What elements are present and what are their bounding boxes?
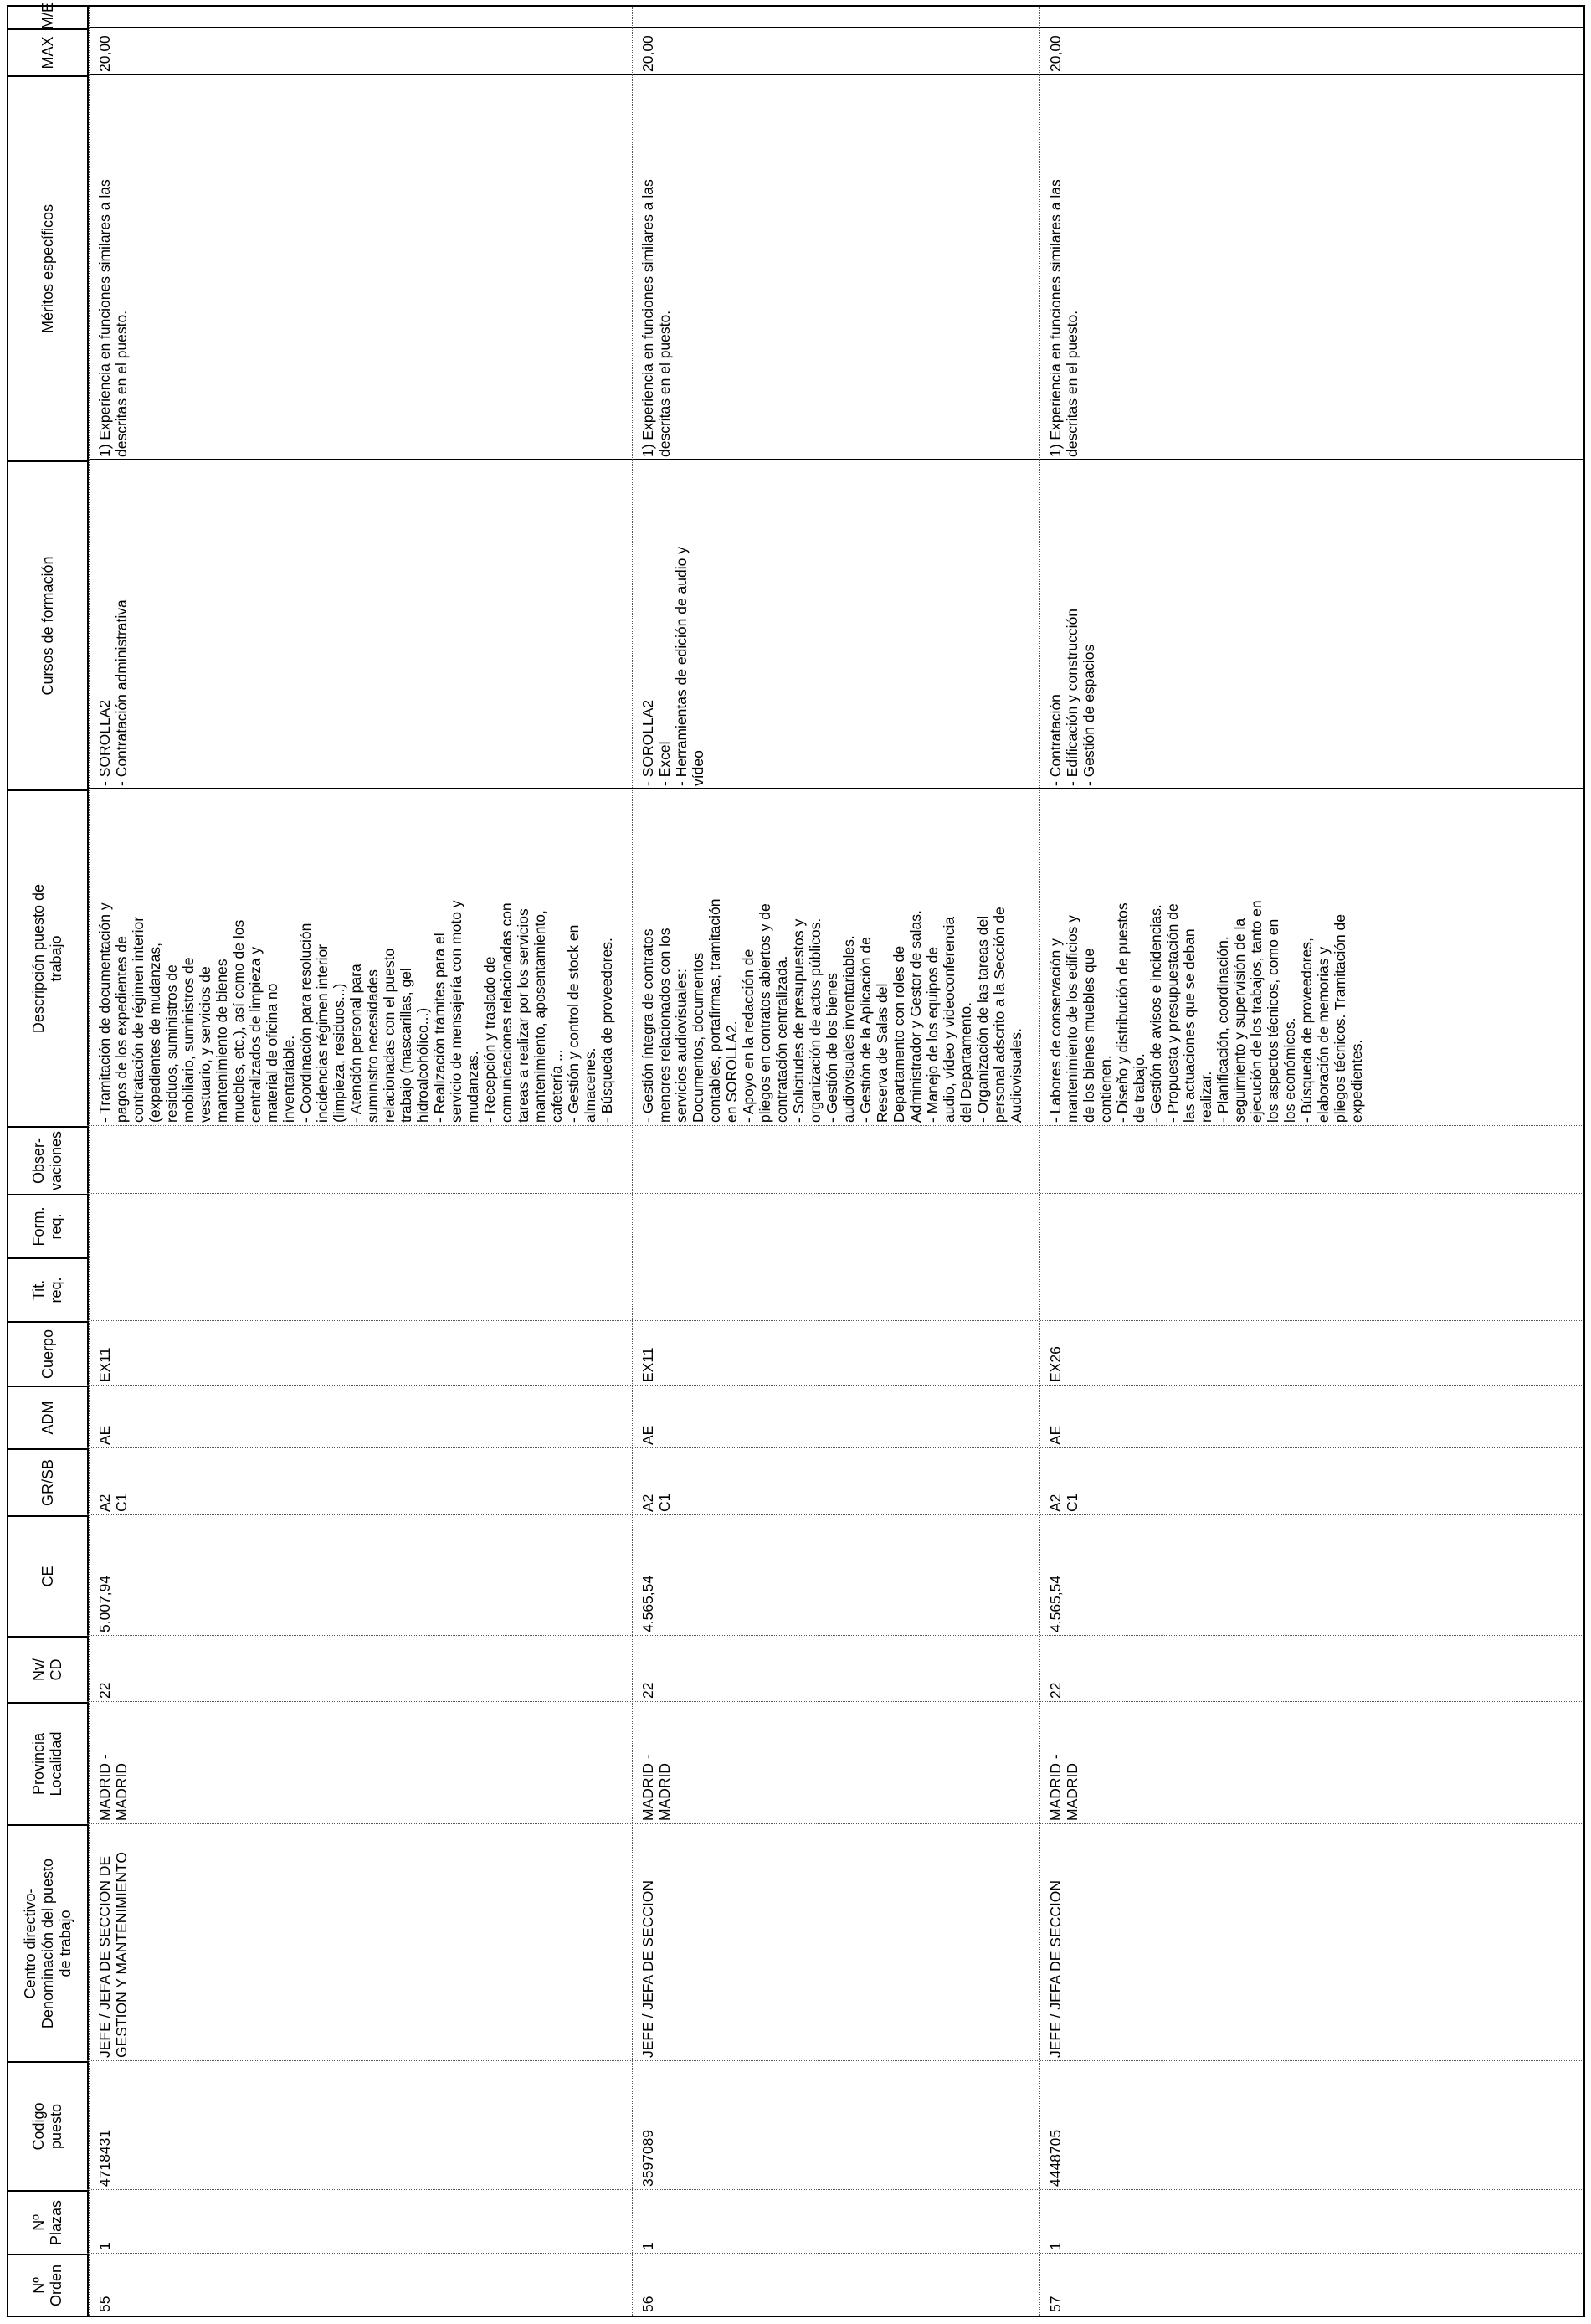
header-adm: ADM	[8, 1386, 87, 1448]
text-line: mantenimiento, aposentamiento,	[531, 910, 548, 1123]
text-line: los económicos.	[1281, 1017, 1298, 1123]
provincia-line: MADRID -	[96, 1754, 113, 1821]
cell-centro	[639, 1824, 656, 2061]
text-line: 1) Experiencia en funciones similares a las	[96, 179, 113, 457]
grupo-line: C1	[656, 1493, 673, 1512]
text-line: trabajo (mascarillas, gel	[398, 968, 414, 1123]
text-line: cafetería ...	[548, 1049, 565, 1123]
text-line: centralizados de limpieza y	[247, 946, 264, 1123]
text-line: - Labores de conservación y	[1047, 938, 1064, 1123]
text-line: audio, vídeo y videoconferencia	[941, 916, 957, 1123]
text-line: descritas en el puesto.	[656, 310, 673, 457]
cell-adm: AE	[639, 1425, 656, 1445]
text-line: - Coordinación para resolución	[297, 923, 314, 1123]
cell-max: 20,00	[1047, 35, 1064, 72]
text-line: - Propuesta y presupuestación de	[1164, 903, 1181, 1123]
grupo-line: C1	[1064, 1493, 1080, 1512]
text-line: - Gestión de espacios	[1080, 644, 1097, 786]
job-listing-table	[7, 2, 1585, 2317]
text-line: pagos de los expedientes de	[113, 936, 130, 1123]
text-line: material de oficina no	[264, 983, 280, 1123]
grupo-line: C1	[113, 1493, 130, 1512]
header-provincia: Provincia Localidad	[8, 1702, 87, 1824]
text-line: - Diseño y distribución de puestos	[1114, 902, 1131, 1123]
cell-nivel: 22	[1047, 1682, 1064, 1699]
text-line: 1) Experiencia en funciones similares a las	[1047, 179, 1064, 457]
text-line: expedientes.	[1348, 1039, 1365, 1123]
cell-descripcion	[96, 789, 615, 1126]
text-line: - Edificación y construcción	[1064, 608, 1080, 786]
text-line: contratación centralizada.	[773, 955, 790, 1123]
text-line: Departamento con roles de	[890, 945, 907, 1123]
header-plazas: Nº Plazas	[8, 2190, 87, 2254]
cell-nivel: 22	[96, 1682, 113, 1699]
text-line: realizar.	[1198, 1071, 1214, 1123]
centro-line: JEFE / JEFA DE SECCION	[639, 1880, 656, 2058]
text-line: mobiliario, suministros de	[180, 957, 197, 1123]
text-line: en SOROLLA2.	[723, 1021, 740, 1123]
centro-line: GESTION Y MANTENIMIENTO	[113, 1851, 130, 2058]
text-line: mantenimiento de bienes	[213, 959, 230, 1123]
centro-line: JEFE / JEFA DE SECCION DE	[96, 1855, 113, 2058]
provincia-line: MADRID	[113, 1762, 130, 1821]
table-header-row	[8, 2, 89, 2316]
text-line: ejecución de los trabajos, tanto en	[1248, 900, 1265, 1123]
text-line: residuos, suministros de	[163, 964, 180, 1123]
cell-orden: 57	[1047, 2296, 1064, 2312]
text-line: - Manejo de los equipos de	[924, 946, 941, 1123]
cell-cursos	[1047, 460, 1097, 789]
text-line: contratación de régimen interior	[130, 916, 146, 1123]
text-line: contables, portafirmas, tramitación	[706, 898, 723, 1123]
text-line: vídeo	[690, 750, 706, 786]
header-observaciones: Obser- vaciones	[8, 1126, 87, 1194]
provincia-line: MADRID	[1064, 1762, 1080, 1821]
cell-centro	[1047, 1824, 1064, 2061]
cell-cuerpo: EX11	[639, 1347, 656, 1382]
text-line: - Gestión de los bienes	[824, 973, 840, 1123]
table-row	[89, 7, 632, 2316]
text-line: - Tramitación de documentación y	[96, 902, 113, 1123]
cell-cuerpo: EX26	[1047, 1346, 1064, 1382]
text-line: suministro necesidades	[364, 969, 381, 1123]
header-codigo: Codigo puesto	[8, 2061, 87, 2190]
text-line: Audiovisuales.	[1008, 1028, 1024, 1123]
text-line: - Gestión de la Aplicación de	[857, 937, 874, 1123]
text-line: de trabajo.	[1131, 1053, 1147, 1123]
text-line: - Realización trámites para el	[431, 933, 448, 1123]
cell-plazas: 1	[639, 2242, 656, 2250]
header-ce: CE	[8, 1515, 87, 1636]
text-line: - Excel	[656, 741, 673, 786]
text-line: del Departamento.	[957, 1002, 974, 1123]
text-line: personal adscrito a la Sección de	[991, 907, 1008, 1123]
text-line: 1) Experiencia en funciones similares a las	[639, 179, 656, 457]
cell-orden: 55	[96, 2296, 113, 2312]
cell-centro	[96, 1824, 130, 2061]
cell-codigo: 4448705	[1047, 2129, 1064, 2187]
text-line: vestuario, y servicios de	[197, 966, 213, 1123]
text-line: seguimiento y supervisión de la	[1231, 918, 1248, 1123]
cell-provincia	[1047, 1702, 1080, 1824]
table-row	[1039, 7, 1585, 2316]
cell-nivel: 22	[639, 1682, 656, 1699]
text-line: audiovisuales inventariables.	[840, 935, 857, 1123]
header-nivel: Nv/ CD	[8, 1636, 87, 1702]
cell-ce: 4.565,54	[639, 1575, 656, 1632]
provincia-line: MADRID -	[639, 1754, 656, 1821]
cell-meritos	[1047, 75, 1080, 460]
text-line: organización de actos públicos.	[807, 918, 824, 1123]
header-meritos: Méritos específicos	[8, 75, 87, 460]
provincia-line: MADRID -	[1047, 1754, 1064, 1821]
cell-provincia	[639, 1702, 673, 1824]
text-line: las actuaciones que se deban	[1181, 928, 1198, 1123]
cell-descripcion	[1047, 789, 1365, 1126]
header-me: M/E	[38, 2, 56, 29]
text-line: - Solicitudes de presupuestos y	[790, 918, 807, 1123]
cell-codigo: 3597089	[639, 2129, 656, 2187]
text-line: - Atención personal para	[347, 964, 364, 1123]
text-line: elaboración de memorias y	[1315, 946, 1332, 1123]
text-line: mudanzas.	[464, 1051, 481, 1123]
text-line: (expedientes de mudanzas,	[146, 943, 163, 1123]
cell-ce: 5.007,94	[96, 1575, 113, 1632]
cell-adm: AE	[1047, 1425, 1064, 1445]
text-line: menores relacionados con los	[656, 928, 673, 1123]
text-line: - Gestión y control de stock en	[565, 924, 582, 1123]
text-line: descritas en el puesto.	[113, 310, 130, 457]
text-line: Documentos, documentos	[690, 952, 706, 1123]
text-line: - Contratación	[1047, 694, 1064, 786]
cell-provincia	[96, 1702, 130, 1824]
text-line: - Gestión de avisos e incidencias.	[1147, 904, 1164, 1123]
text-line: servicios audiovisuales:	[673, 969, 690, 1123]
cell-grupo	[639, 1448, 673, 1515]
text-line: descritas en el puesto.	[1064, 310, 1080, 457]
text-line: inventariable.	[280, 1035, 297, 1123]
cell-cuerpo: EX11	[96, 1347, 113, 1382]
header-formacion: Form. req.	[8, 1194, 87, 1257]
text-line: - Gestión íntegra de contratos	[639, 928, 656, 1123]
cell-descripcion	[639, 789, 1024, 1126]
header-centro: Centro directivo- Denominación del puesto de trabajo	[8, 1824, 87, 2061]
table-row	[632, 7, 1039, 2316]
cell-cursos	[639, 460, 706, 789]
text-line: - Contratación administrativa	[113, 599, 130, 786]
provincia-line: MADRID	[656, 1762, 673, 1821]
text-line: hidroalcohólico...)	[414, 1007, 431, 1123]
header-cursos: Cursos de formación	[8, 460, 87, 789]
text-line: - SOROLLA2	[96, 699, 113, 786]
cell-max: 20,00	[639, 35, 656, 72]
text-line: contienen.	[1097, 1055, 1114, 1123]
cell-plazas: 1	[1047, 2242, 1064, 2250]
header-grupo: GR/SB	[8, 1448, 87, 1515]
text-line: incidencias régimen interior	[314, 943, 331, 1123]
cell-ce: 4.565,54	[1047, 1575, 1064, 1632]
header-cuerpo: Cuerpo	[8, 1321, 87, 1386]
cell-orden: 56	[639, 2296, 656, 2312]
text-line: - Organización de las tareas del	[974, 915, 991, 1123]
cell-adm: AE	[96, 1425, 113, 1445]
text-line: almacenes.	[582, 1047, 598, 1123]
text-line: - Herramientas de edición de audio y	[673, 547, 690, 786]
text-line: pliegos en contratos abiertos y de	[757, 903, 773, 1123]
text-line: - Búsqueda de proveedores,	[1298, 938, 1315, 1123]
text-line: relacionadas con el puesto	[381, 948, 398, 1123]
text-line: - Apoyo en la redacción de	[740, 949, 757, 1123]
text-line: los aspectos técnicos, como en	[1265, 918, 1281, 1123]
grupo-line: A2	[639, 1494, 656, 1512]
text-line: - Búsqueda de proveedores.	[598, 938, 615, 1123]
text-line: pliegos técnicos. Tramitación de	[1332, 913, 1348, 1123]
grupo-line: A2	[96, 1494, 113, 1512]
cell-plazas: 1	[96, 2242, 113, 2250]
header-descripcion: Descripción puesto de trabajo	[8, 789, 87, 1126]
grupo-line: A2	[1047, 1494, 1064, 1512]
text-line: (limpieza, residuos...)	[331, 983, 347, 1123]
cell-grupo	[1047, 1448, 1080, 1515]
cell-cursos	[96, 460, 130, 789]
cell-max: 20,00	[96, 35, 113, 72]
text-line: comunicaciones relacionadas con	[498, 902, 515, 1123]
text-line: Reserva de Salas del	[874, 983, 890, 1123]
centro-line: JEFE / JEFA DE SECCION	[1047, 1880, 1064, 2058]
cell-meritos	[639, 75, 673, 460]
cell-meritos	[96, 75, 130, 460]
text-line: - SOROLLA2	[639, 699, 656, 786]
header-orden: Nº Orden	[8, 2254, 87, 2316]
cell-grupo	[96, 1448, 130, 1515]
text-line: tareas a realizar por los servicios	[515, 908, 531, 1123]
cell-codigo: 4718431	[96, 2129, 113, 2187]
text-line: - Recepción y traslado de	[481, 956, 498, 1123]
text-line: - Planificación, coordinación,	[1214, 936, 1231, 1123]
text-line: Administrador y Gestor de salas.	[907, 910, 924, 1123]
text-line: servicio de mensajería con moto y	[448, 900, 464, 1123]
text-line: de los bienes muebles que	[1080, 948, 1097, 1123]
text-line: muebles, etc.), así como de los	[230, 919, 247, 1123]
header-titulacion: Tit. req.	[8, 1257, 87, 1321]
header-max: MAX	[8, 28, 87, 75]
text-line: mantenimiento de los edificios y	[1064, 914, 1080, 1123]
